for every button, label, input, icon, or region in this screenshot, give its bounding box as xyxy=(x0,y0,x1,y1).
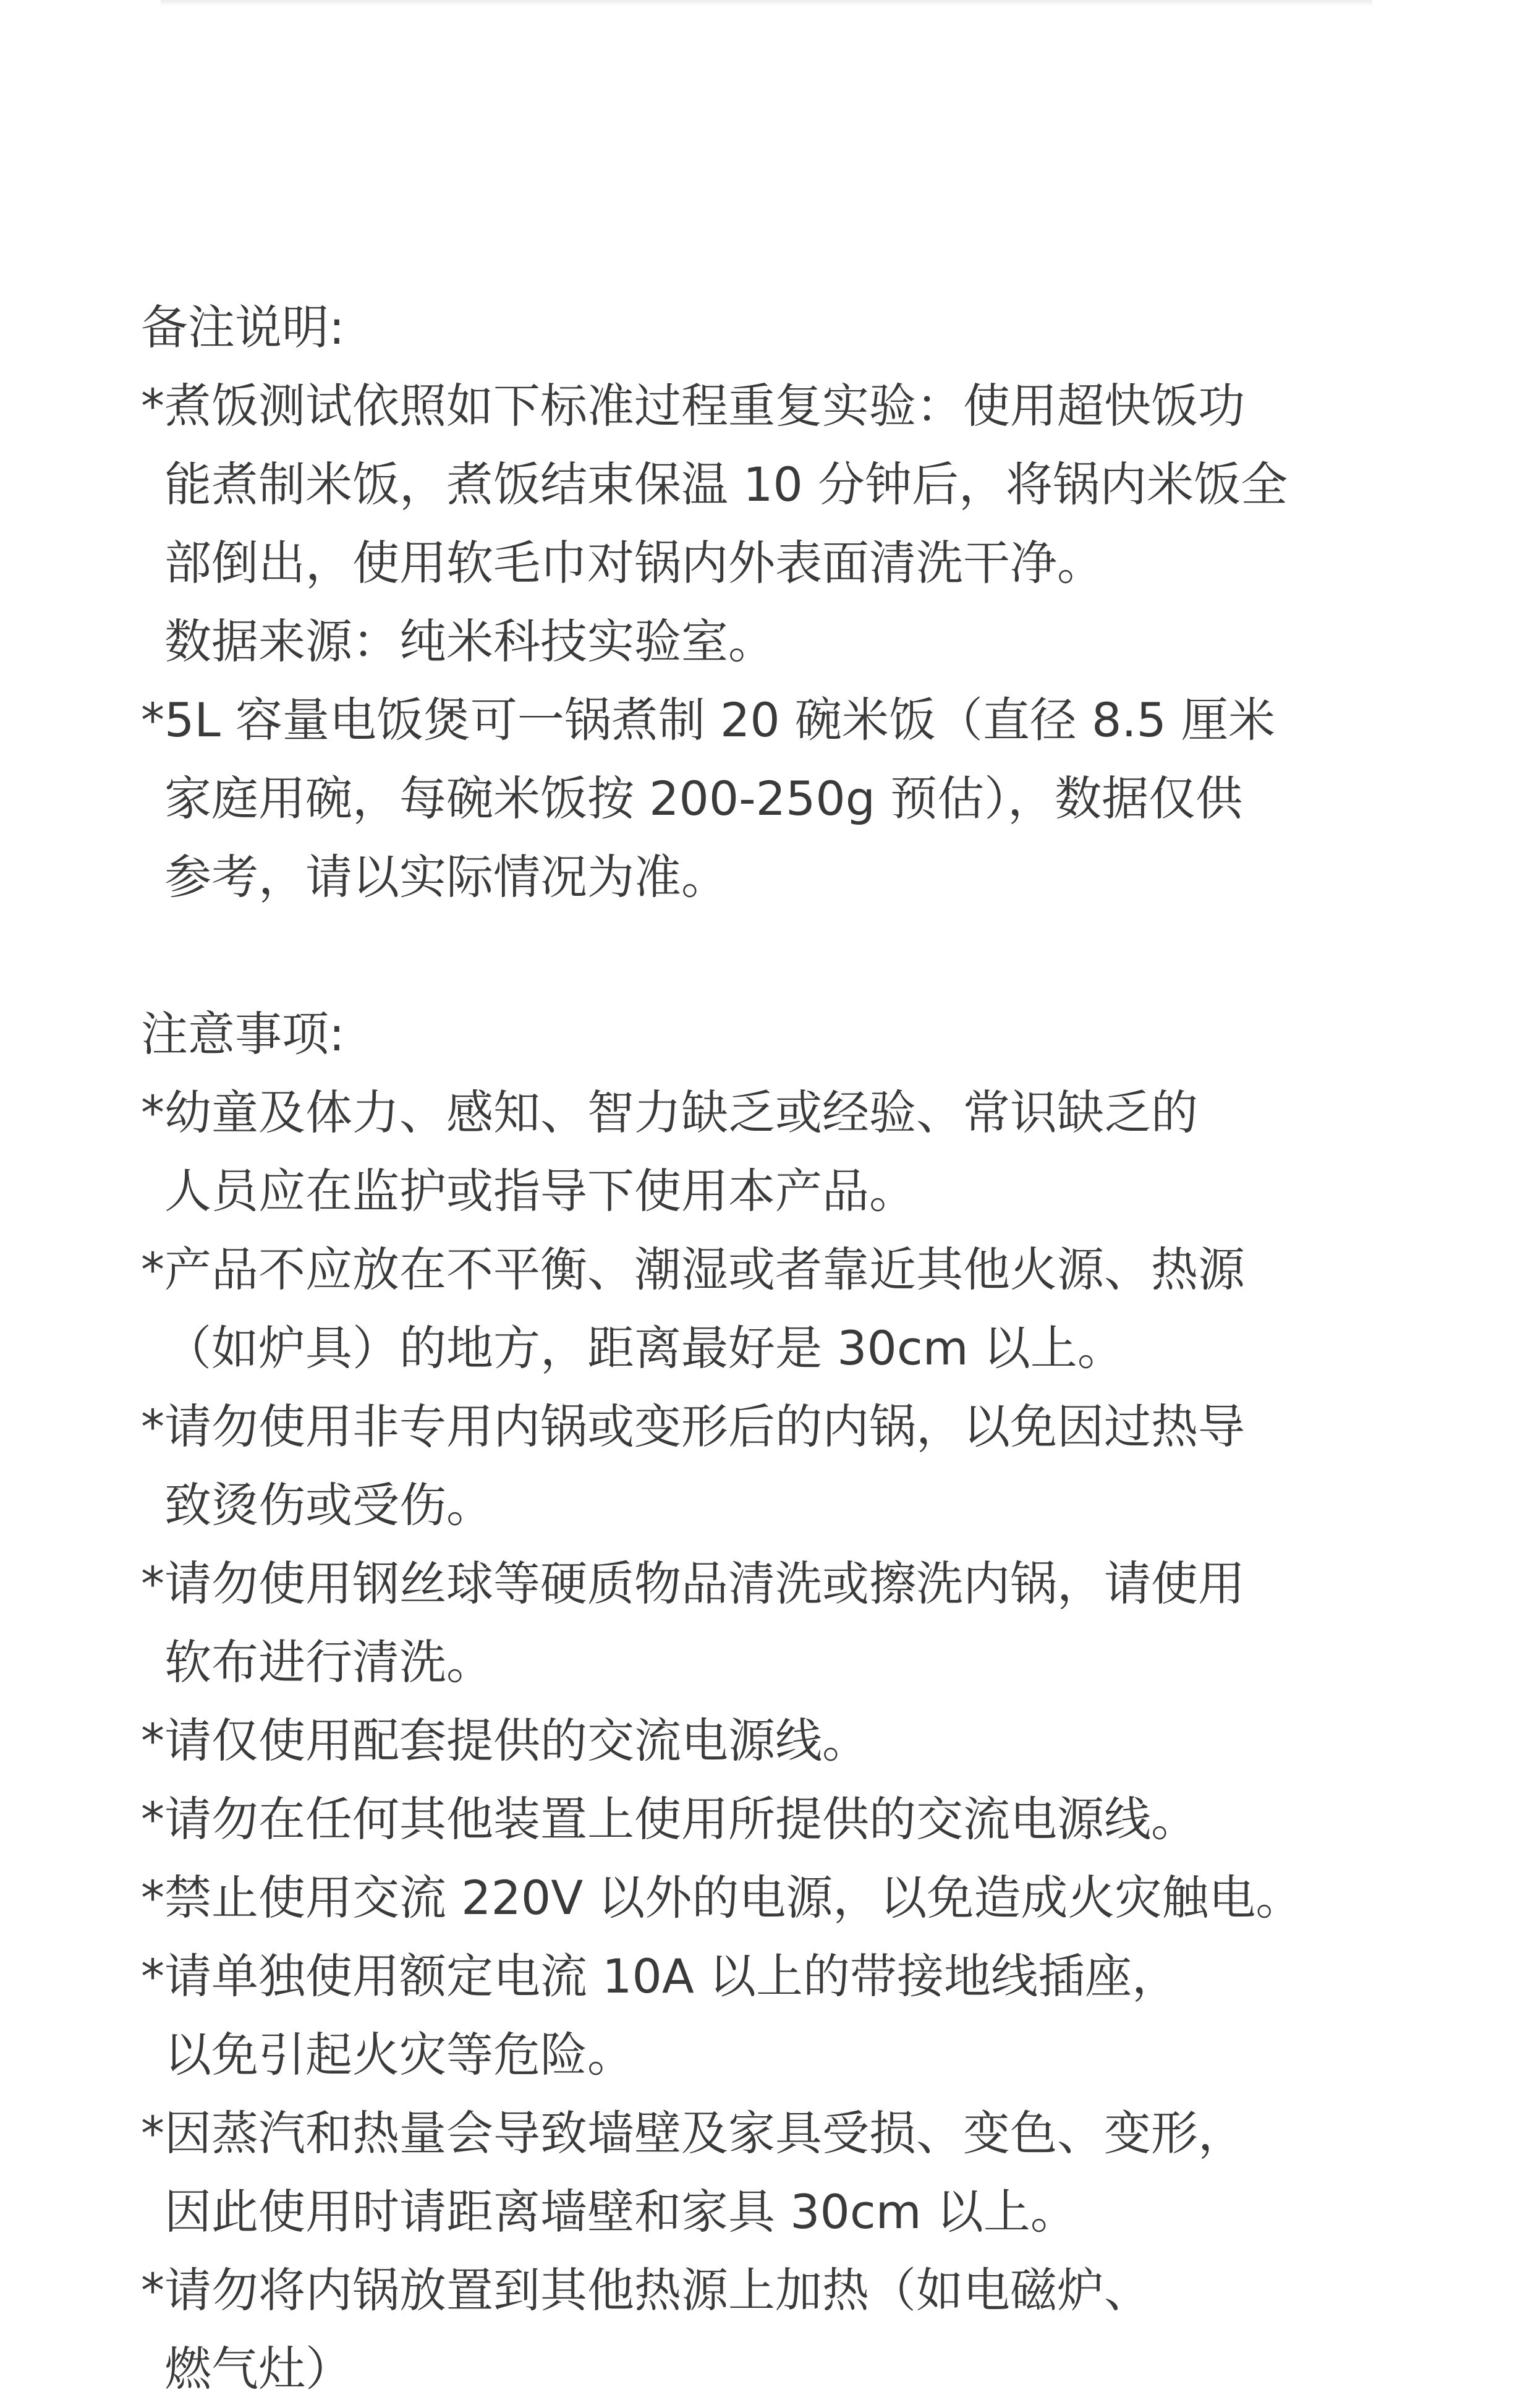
precaution-note xyxy=(141,1544,1408,1701)
precautions-title: 注意事项: xyxy=(141,1006,345,1061)
precaution-note xyxy=(141,1387,1408,1544)
remarks-note-line: 能煮制米饭，煮饭结束保温 10 分钟后，将锅内米饭全 xyxy=(164,457,1288,512)
precaution-note xyxy=(141,1937,1408,2094)
precaution-note xyxy=(141,2094,1408,2251)
remarks-note-line: *煮饭测试依照如下标准过程重复实验：使用超快饭功 xyxy=(141,378,1245,433)
precaution-note-line: *请单独使用额定电流 10A 以上的带接地线插座， xyxy=(141,1949,1179,2004)
precaution-note-line: 软布进行清洗。 xyxy=(164,1635,493,1690)
precaution-note-line: *请勿使用非专用内锅或变形后的内锅，以免因过热导 xyxy=(141,1399,1245,1454)
remarks-note-line: 数据来源：纯米科技实验室。 xyxy=(164,614,775,669)
precaution-note-line: *请仅使用配套提供的交流电源线。 xyxy=(141,1713,869,1768)
precaution-note-line: *产品不应放在不平衡、潮湿或者靠近其他火源、热源 xyxy=(141,1242,1245,1297)
top-divider xyxy=(161,0,1372,6)
precautions-notes xyxy=(141,1073,1408,2408)
document-body xyxy=(141,288,1408,2408)
precaution-note-line: 致烫伤或受伤。 xyxy=(164,1478,493,1533)
precaution-note-line: *请勿在任何其他装置上使用所提供的交流电源线。 xyxy=(141,1792,1198,1847)
precaution-note xyxy=(141,1073,1408,1230)
remarks-note-line: 家庭用碗，每碗米饭按 200-250g 预估），数据仅供 xyxy=(164,771,1243,826)
precaution-note-line: *因蒸汽和热量会导致墙壁及家具受损、变色、变形， xyxy=(141,2106,1245,2161)
precaution-note-line: 人员应在监护或指导下使用本产品。 xyxy=(164,1164,916,1219)
remarks-note-line: 部倒出，使用软毛巾对锅内外表面清洗干净。 xyxy=(164,535,1104,590)
precaution-note xyxy=(141,1780,1408,1858)
precaution-note-line: 因此使用时请距离墙壁和家具 30cm 以上。 xyxy=(164,2184,1077,2239)
remarks-note-line: 参考，请以实际情况为准。 xyxy=(164,849,728,904)
precaution-note-line: *幼童及体力、感知、智力缺乏或经验、常识缺乏的 xyxy=(141,1085,1198,1140)
precaution-note xyxy=(141,1230,1408,1387)
precaution-note-line: 燃气灶） xyxy=(164,2341,352,2396)
remarks-note-line: *5L 容量电饭煲可一锅煮制 20 碗米饭（直径 8.5 厘米 xyxy=(141,692,1276,747)
remarks-notes xyxy=(141,367,1408,916)
precaution-note-line: *请勿使用钢丝球等硬质物品清洗或擦洗内锅，请使用 xyxy=(141,1556,1245,1611)
remarks-note xyxy=(141,681,1408,916)
precaution-note xyxy=(141,1858,1408,1937)
remarks-title: 备注说明: xyxy=(141,300,345,355)
precaution-note-line: *请勿将内锅放置到其他热源上加热（如电磁炉、 xyxy=(141,2263,1151,2318)
precaution-note-line: *禁止使用交流 220V 以外的电源，以免造成火灾触电。 xyxy=(141,1870,1303,1925)
remarks-note xyxy=(141,367,1408,681)
section-spacer xyxy=(141,916,1408,995)
precaution-note xyxy=(141,1701,1408,1780)
precaution-note-line: 以免引起火灾等危险。 xyxy=(164,2027,634,2082)
precaution-note-line: （如炉具）的地方，距离最好是 30cm 以上。 xyxy=(164,1321,1124,1376)
precaution-note xyxy=(141,2251,1408,2408)
